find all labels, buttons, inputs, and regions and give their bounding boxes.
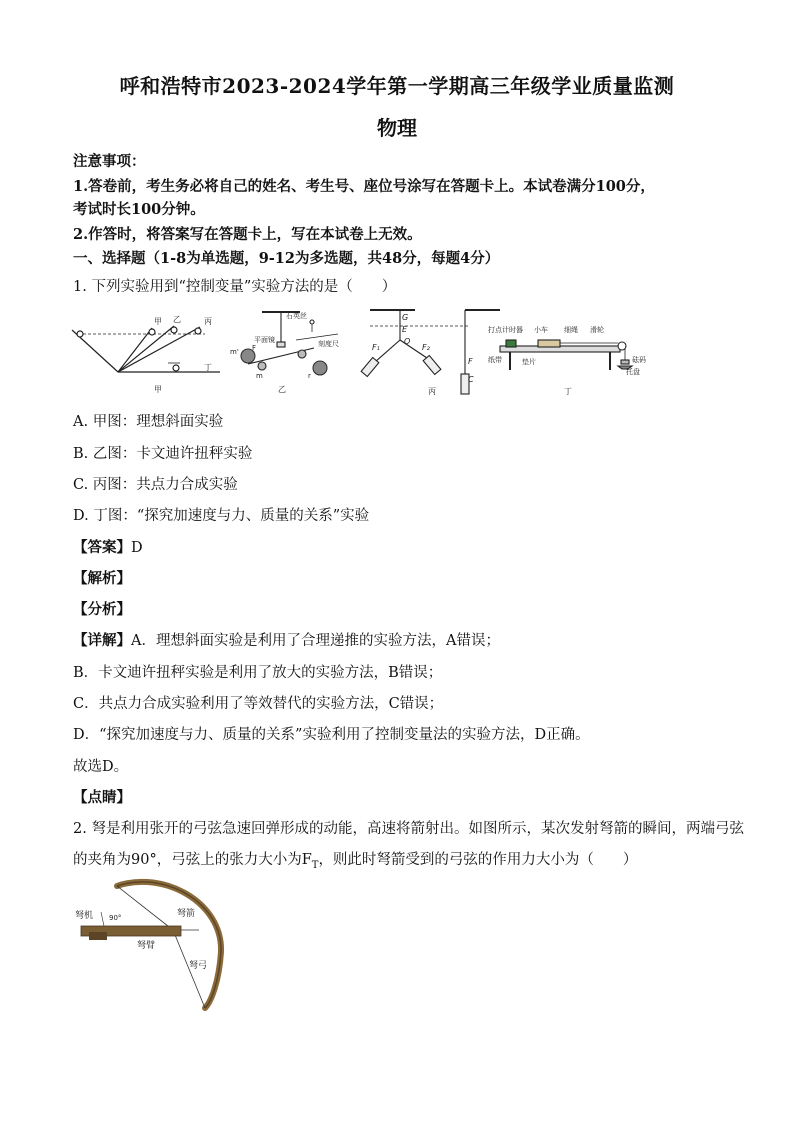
question-1-figures — [70, 302, 690, 402]
question-2-stem-b — [73, 848, 637, 871]
yi-caption: 乙 — [278, 385, 286, 394]
notes-item-1b: 考试时长100分钟。 — [73, 201, 205, 218]
bing-label-F2: F₂ — [422, 343, 430, 352]
notes-item-1a: 1.答卷前，考生务必将自己的姓名、考生号、座位号涂写在答题卡上。本试卷满分100分， — [73, 178, 655, 195]
detail-line-d: D．“探究加速度与力、质量的关系”实验利用了控制变量法的实验方法，D正确。 — [73, 727, 590, 743]
detail-label: 【详解】 — [73, 632, 131, 649]
ding-label-tape: 纸带 — [488, 356, 502, 364]
yi-label-scale: 刻度尺 — [318, 340, 339, 348]
bing-label-E: E — [402, 325, 408, 334]
bow-label-arrow: 弩箭 — [177, 909, 196, 919]
question-1-stem: 1. 下列实验用到“控制变量”实验方法的是（ ） — [73, 279, 397, 295]
yi-label-m: m — [256, 372, 263, 380]
ding-label-timer: 打点计时器 — [488, 326, 523, 334]
question-2-stem-a: 2. 弩是利用张开的弓弦急速回弹形成的动能，高速将箭射出。如图所示，某次发射弩箭的瞬间，两端弓弦 — [73, 821, 744, 837]
bing-label-C: C — [468, 375, 474, 384]
bing-label-F1: F₁ — [372, 343, 380, 352]
notes-heading: 注意事项： — [73, 153, 146, 170]
ding-label-rope: 细绳 — [564, 326, 578, 334]
bing-caption: 丙 — [428, 387, 436, 396]
bow-label-mechanism: 弩机 — [75, 911, 94, 921]
jia-label-1: 甲 — [154, 317, 162, 326]
q1-option-b: B. 乙图：卡文迪许扭秤实验 — [73, 446, 253, 462]
ding-label-tray: 托盘 — [626, 368, 640, 376]
q1-option-a: A. 甲图：理想斜面实验 — [73, 414, 224, 430]
jia-label-4: 丁 — [204, 363, 212, 372]
ding-label-cart: 小车 — [534, 326, 548, 334]
figure-bing — [361, 310, 500, 394]
bing-label-F: F — [468, 357, 473, 366]
bow-label-arm: 弩臂 — [137, 941, 156, 951]
detail-line-b: B．卡文迪许扭秤实验是利用了放大的实验方法，B错误； — [73, 665, 443, 681]
bow-label-angle: 90° — [109, 914, 122, 922]
page-title: 呼和浩特市2023-2024学年第一学期高三年级学业质量监测 — [119, 74, 675, 98]
answer-value: D — [131, 540, 143, 556]
detail-line-c: C．共点力合成实验利用了等效替代的实验方法，C错误； — [73, 696, 444, 712]
fenxi-label: 【分析】 — [73, 601, 131, 618]
crossbow-figure — [73, 872, 233, 1012]
ding-label-pad: 垫片 — [522, 358, 536, 366]
jia-caption: 甲 — [154, 385, 162, 394]
ding-label-pulley: 滑轮 — [590, 326, 604, 334]
jia-label-3: 丙 — [204, 317, 212, 326]
analysis-label: 【解析】 — [73, 570, 131, 587]
yi-label-quartz: 石英丝 — [286, 312, 307, 320]
comment-label: 【点睛】 — [73, 789, 131, 806]
figure-jia — [72, 326, 220, 372]
yi-label-mirror: 平面镜 — [254, 336, 275, 344]
notes-item-2: 2.作答时，将答案写在答题卡上，写在本试卷上无效。 — [73, 226, 422, 243]
stem-b-text: 的夹角为90°，弓弦上的张力大小为F — [73, 852, 312, 868]
q1-option-d: D. 丁图：“探究加速度与力、质量的关系”实验 — [73, 508, 370, 524]
detail-line-a — [73, 629, 500, 650]
yi-label-mprime: m' — [230, 348, 239, 356]
yi-label-r: r — [308, 372, 311, 380]
q1-option-c: C. 丙图：共点力合成实验 — [73, 477, 238, 493]
answer-label: 【答案】 — [73, 539, 131, 556]
ding-caption: 丁 — [564, 387, 572, 396]
q1-answer — [73, 536, 143, 557]
yi-label-F: F — [252, 344, 257, 352]
bing-label-G: G — [402, 313, 409, 322]
subject-title: 物理 — [377, 116, 417, 140]
stem-c-text: ，则此时弩箭受到的弓弦的作用力大小为（ ） — [318, 852, 638, 868]
ding-label-weights: 砝码 — [632, 356, 646, 364]
bing-label-O: O — [404, 337, 411, 346]
stem-subscript: T — [311, 859, 319, 871]
conclusion: 故选D。 — [73, 759, 129, 775]
detail-text-a: A．理想斜面实验是利用了合理递推的实验方法，A错误； — [131, 633, 500, 649]
bow-label-bow: 弩弓 — [189, 961, 208, 971]
section-heading: 一、选择题（1-8为单选题，9-12为多选题，共48分，每题4分） — [73, 250, 500, 267]
jia-label-2: 乙 — [173, 315, 181, 324]
figure-ding — [500, 340, 632, 370]
